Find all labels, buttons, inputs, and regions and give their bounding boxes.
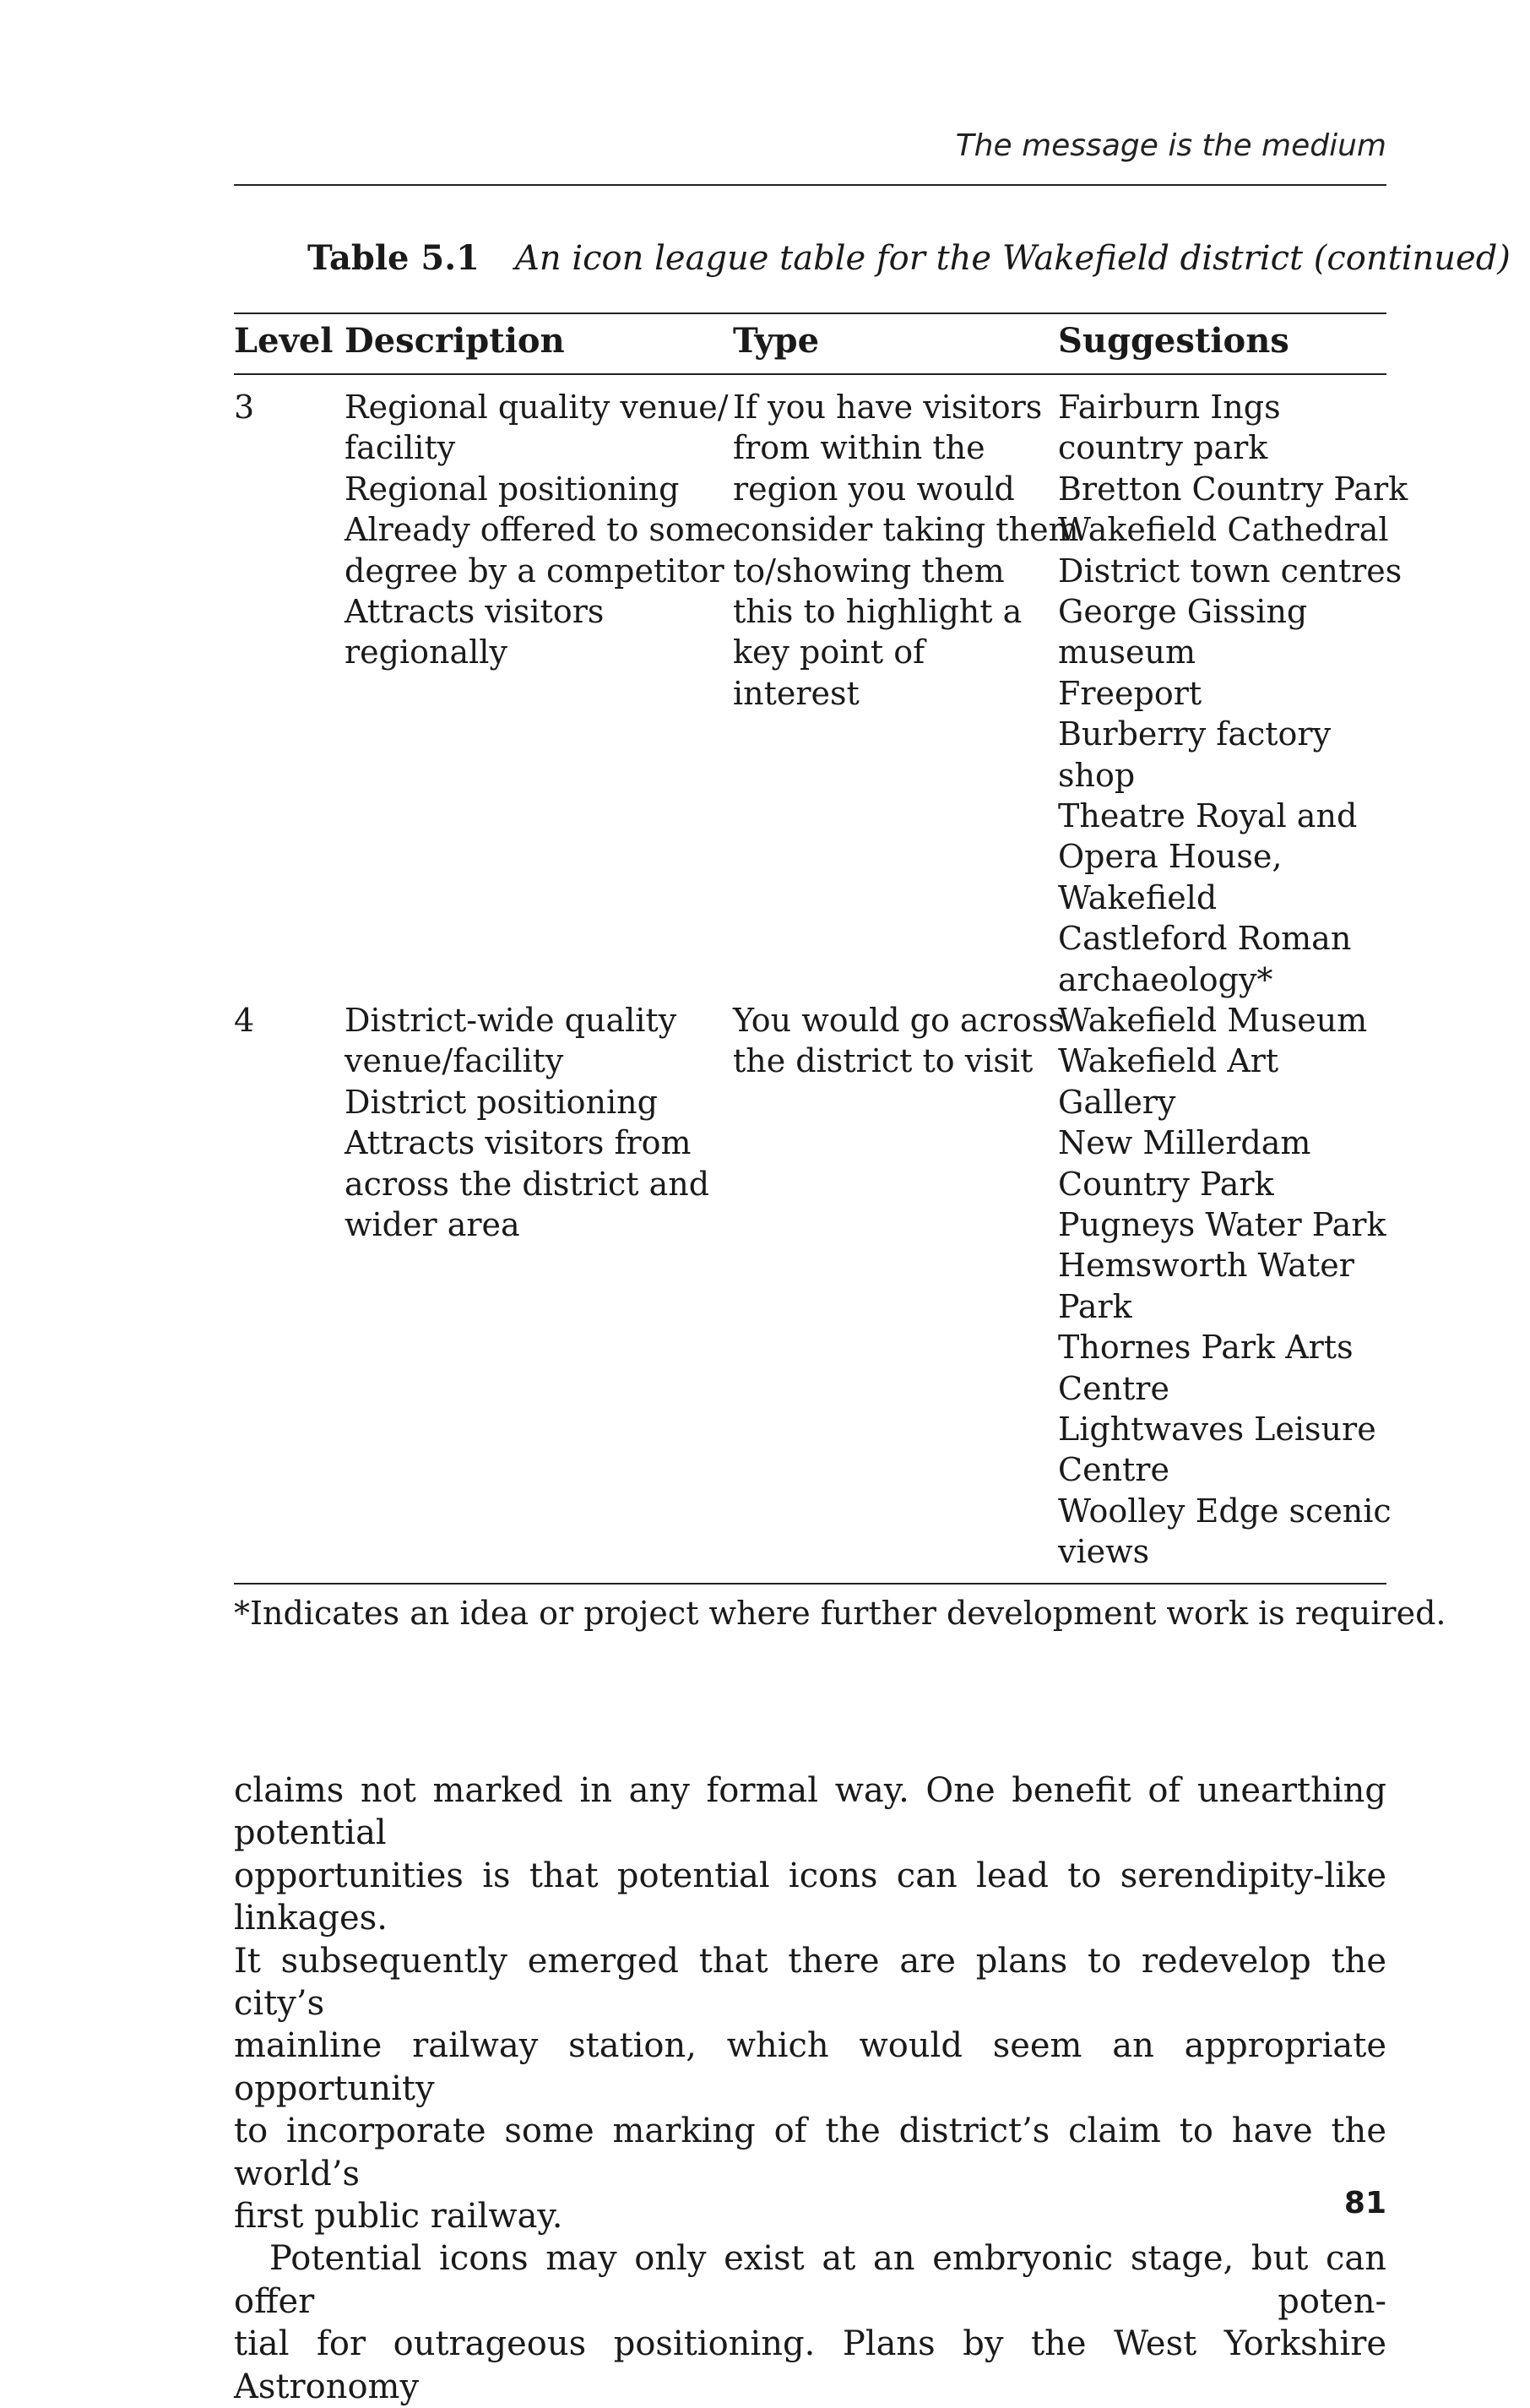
row-3-level: 3 bbox=[234, 389, 255, 426]
column-header-description: Description bbox=[345, 321, 565, 361]
row-3-suggestion-line: Wakefield Cathedral bbox=[1058, 511, 1389, 549]
paragraph-line: mainline railway station, which would seem an appropriate opportunity bbox=[234, 2026, 1386, 2108]
row-3-suggestion-line: Castleford Roman bbox=[1058, 920, 1352, 958]
row-4-suggestion-line: Wakefield Museum bbox=[1058, 1002, 1368, 1039]
row-3-type-line: If you have visitors bbox=[733, 389, 1043, 426]
row-4-description-line: wider area bbox=[345, 1206, 520, 1244]
row-4-description-line: across the district and bbox=[345, 1165, 710, 1203]
running-head: The message is the medium bbox=[955, 128, 1386, 163]
row-4-suggestion-line: views bbox=[1058, 1533, 1150, 1571]
row-3-type-line: region you would bbox=[733, 470, 1015, 508]
row-3-description-line: Regional quality venue/ bbox=[345, 389, 729, 426]
row-3-description-line: degree by a competitor bbox=[345, 552, 724, 590]
row-3-suggestion-line: District town centres bbox=[1058, 552, 1402, 590]
row-4-suggestion-line: Hemsworth Water bbox=[1058, 1247, 1354, 1285]
row-4-description-line: District-wide quality bbox=[345, 1002, 677, 1039]
table-header-rule bbox=[234, 373, 1386, 375]
row-4-suggestion-line: Centre bbox=[1058, 1369, 1169, 1407]
table-bottom-rule bbox=[234, 1583, 1386, 1584]
row-3-description-line: Regional positioning bbox=[345, 470, 680, 508]
row-3-type-line: this to highlight a bbox=[733, 593, 1023, 631]
table-top-rule bbox=[234, 313, 1386, 314]
row-3-suggestion-line: Opera House, bbox=[1058, 838, 1283, 876]
table-footnote: *Indicates an idea or project where further development work is required. bbox=[234, 1595, 1446, 1632]
header-rule bbox=[234, 184, 1386, 186]
row-4-level: 4 bbox=[234, 1002, 255, 1039]
row-4-description-line: Attracts visitors from bbox=[345, 1124, 692, 1162]
row-3-type-line: to/showing them bbox=[733, 552, 1005, 590]
row-3-description-line: facility bbox=[345, 429, 456, 467]
paragraph-line: Potential icons may only exist at an embryonic stage, but can offer poten- bbox=[234, 2239, 1386, 2321]
row-3-suggestion-line: George Gissing bbox=[1058, 593, 1308, 631]
row-3-suggestion-line: museum bbox=[1058, 633, 1196, 671]
row-3-suggestion-line: Theatre Royal and bbox=[1058, 797, 1358, 835]
page-number: 81 bbox=[1343, 2186, 1386, 2220]
row-3-description bbox=[345, 387, 734, 673]
row-4-suggestion-line: Lightwaves Leisure bbox=[1058, 1411, 1376, 1449]
column-header-level: Level bbox=[234, 321, 334, 361]
row-4-suggestion-line: New Millerdam bbox=[1058, 1124, 1311, 1162]
row-3-suggestion-line: Freeport bbox=[1058, 674, 1202, 712]
row-3-type-line: key point of bbox=[733, 633, 925, 671]
body-text bbox=[234, 1769, 1386, 2408]
paragraph-line: claims not marked in any formal way. One benefit of unearthing potential bbox=[234, 1771, 1386, 1853]
row-4-suggestion-line: Thornes Park Arts bbox=[1058, 1329, 1354, 1367]
row-4-description-line: venue/facility bbox=[345, 1042, 564, 1080]
paragraph-line: It subsequently emerged that there are plans to redevelop the city’s bbox=[234, 1941, 1386, 2024]
paragraph-line: to incorporate some marking of the district’s claim to have the world’s bbox=[234, 2112, 1386, 2193]
row-3-suggestion-line: country park bbox=[1058, 429, 1268, 467]
row-3-type-line: consider taking them bbox=[733, 511, 1079, 549]
row-4-type bbox=[733, 1000, 1065, 1082]
row-3-description-line: Attracts visitors bbox=[345, 593, 605, 631]
row-4-suggestion-line: Country Park bbox=[1058, 1165, 1274, 1203]
row-4-suggestion-line: Centre bbox=[1058, 1451, 1169, 1489]
row-3-type bbox=[733, 387, 1079, 714]
row-4-suggestion-line: Wakefield Art bbox=[1058, 1042, 1279, 1080]
paragraph bbox=[234, 2237, 1386, 2408]
paragraph-line: opportunities is that potential icons can lead to serendipity-like linkages. bbox=[234, 1856, 1386, 1938]
row-4-suggestion-line: Park bbox=[1058, 1287, 1132, 1325]
paragraph bbox=[234, 1769, 1386, 2237]
row-3-description-line: regionally bbox=[345, 633, 507, 671]
table-caption bbox=[307, 238, 1511, 278]
column-header-suggestions: Suggestions bbox=[1058, 321, 1289, 361]
row-3-suggestion-line: Fairburn Ings bbox=[1058, 389, 1281, 426]
row-3-suggestion-line: Bretton Country Park bbox=[1058, 470, 1408, 508]
table-caption-label: Table 5.1 bbox=[307, 238, 480, 278]
row-4-description-line: District positioning bbox=[345, 1083, 658, 1121]
row-4-description bbox=[345, 1000, 709, 1245]
row-4-type-line: the district to visit bbox=[733, 1042, 1034, 1080]
paragraph-line: tial for outrageous positioning. Plans by the West Yorkshire Astronomy bbox=[234, 2324, 1386, 2406]
column-header-type: Type bbox=[733, 321, 820, 361]
row-3-suggestion-line: Wakefield bbox=[1058, 878, 1218, 916]
row-4-suggestion-line: Woolley Edge scenic bbox=[1058, 1492, 1392, 1530]
row-3-suggestion-line: shop bbox=[1058, 756, 1136, 794]
table-caption-title: An icon league table for the Wakefield district (continued) bbox=[514, 239, 1511, 278]
row-3-suggestions bbox=[1058, 387, 1408, 1000]
row-4-suggestion-line: Gallery bbox=[1058, 1083, 1176, 1121]
row-3-suggestion-line: Burberry factory bbox=[1058, 715, 1332, 753]
row-3-description-line: Already offered to some bbox=[345, 511, 735, 549]
row-3-type-line: from within the bbox=[733, 429, 985, 467]
row-4-type-line: You would go across bbox=[733, 1002, 1065, 1039]
paragraph-line: first public railway. bbox=[234, 2197, 563, 2237]
row-3-type-line: interest bbox=[733, 674, 860, 712]
row-4-suggestion-line: Pugneys Water Park bbox=[1058, 1206, 1386, 1244]
row-4-suggestions bbox=[1058, 1000, 1392, 1573]
row-3-suggestion-line: archaeology* bbox=[1058, 960, 1273, 998]
